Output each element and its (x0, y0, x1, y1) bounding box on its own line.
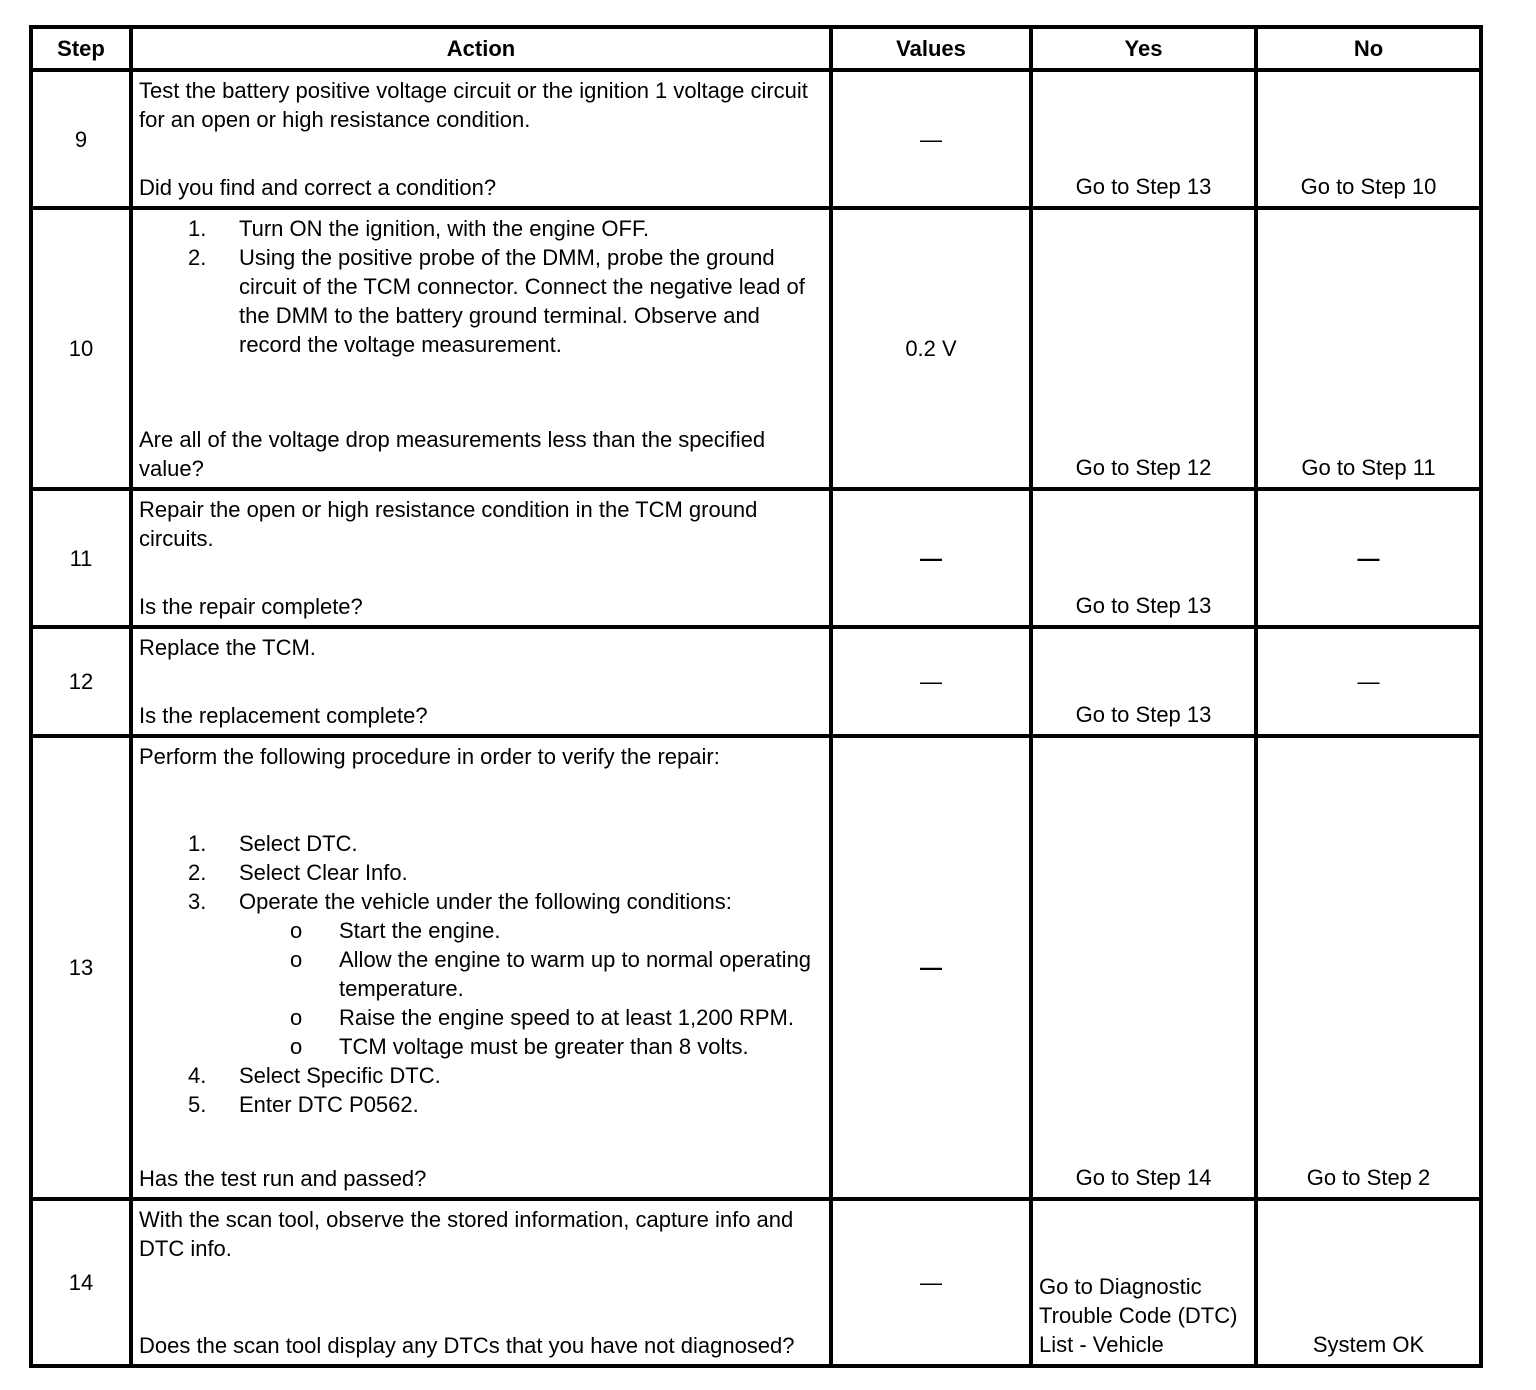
table-row (31, 489, 1481, 627)
value-cell: 0.2 V (831, 208, 1031, 489)
yes-cell: Go to Step 14 (1031, 736, 1256, 1199)
action-cell (131, 208, 831, 489)
step-number: 11 (31, 489, 131, 627)
value-cell: — (831, 489, 1031, 627)
header-values: Values (831, 27, 1031, 70)
table-row (31, 627, 1481, 736)
value-cell: — (831, 70, 1031, 208)
list-item: 1. Turn ON the ignition, with the engine OFF. (188, 216, 650, 241)
table-row (31, 1199, 1481, 1366)
list-item: o Raise the engine speed to at least 1,200 RPM. (290, 1005, 794, 1030)
action-cell (131, 627, 831, 736)
step-number: 9 (31, 70, 131, 208)
list-item: 1. Select DTC. (188, 831, 358, 856)
header-row (31, 27, 1481, 70)
yes-cell: Go to Step 13 (1031, 627, 1256, 736)
yes-cell: Go to Diagnostic Trouble Code (DTC) List - Vehicle (1031, 1199, 1256, 1366)
question-text: Are all of the voltage drop measurements less than the specified value? (139, 427, 766, 481)
table-row (31, 208, 1481, 489)
action-cell (131, 736, 831, 1199)
action-text: Repair the open or high resistance condition in the TCM ground circuits. (139, 497, 758, 551)
no-cell: Go to Step 2 (1256, 736, 1481, 1199)
question-text: Has the test run and passed? (139, 1166, 427, 1191)
question-text: Does the scan tool display any DTCs that you have not diagnosed? (139, 1333, 795, 1358)
numbered-steps (139, 829, 823, 1119)
action-cell (131, 70, 831, 208)
list-item: 2. Using the positive probe of the DMM, probe the ground circuit of the TCM connector. Connect the negative lead of the DMM to the battery ground terminal. Observe and record the voltage measurement. (188, 245, 805, 357)
step-number: 13 (31, 736, 131, 1199)
action-cell (131, 1199, 831, 1366)
no-cell: Go to Step 11 (1256, 208, 1481, 489)
list-item: o Start the engine. (290, 918, 501, 943)
no-cell: Go to Step 10 (1256, 70, 1481, 208)
sub-steps (239, 916, 823, 1061)
no-cell: System OK (1256, 1199, 1481, 1366)
question-text: Is the replacement complete? (139, 703, 428, 728)
step-number: 14 (31, 1199, 131, 1366)
table-row (31, 736, 1481, 1199)
list-item: o TCM voltage must be greater than 8 volts. (290, 1034, 749, 1059)
question-text: Did you find and correct a condition? (139, 175, 497, 200)
action-text: Perform the following procedure in order to verify the repair: (139, 744, 720, 769)
header-no: No (1256, 27, 1481, 70)
header-action: Action (131, 27, 831, 70)
no-cell: — (1256, 489, 1481, 627)
numbered-steps (139, 214, 823, 359)
list-item: 2. Select Clear Info. (188, 860, 408, 885)
value-cell: — (831, 1199, 1031, 1366)
diagnostic-table (29, 25, 1483, 1368)
step-number: 12 (31, 627, 131, 736)
question-text: Is the repair complete? (139, 594, 363, 619)
list-item: 3. Operate the vehicle under the following conditions: o Start the engine. o Allow the engine to warm up to normal operating temperature. o Raise the engine speed to at least 1,200 RPM. o TCM voltage must be greater than 8 volts. (139, 887, 823, 1061)
action-text: With the scan tool, observe the stored information, capture info and DTC info. (139, 1207, 794, 1261)
no-cell: — (1256, 627, 1481, 736)
yes-cell: Go to Step 13 (1031, 489, 1256, 627)
value-cell: — (831, 627, 1031, 736)
table-row (31, 70, 1481, 208)
step-number: 10 (31, 208, 131, 489)
header-step: Step (31, 27, 131, 70)
value-cell: — (831, 736, 1031, 1199)
yes-cell: Go to Step 12 (1031, 208, 1256, 489)
action-cell (131, 489, 831, 627)
list-item: o Allow the engine to warm up to normal operating temperature. (290, 947, 812, 1001)
action-text: Test the battery positive voltage circuit or the ignition 1 voltage circuit for an open or high resistance condition. (139, 78, 808, 132)
header-yes: Yes (1031, 27, 1256, 70)
action-text: Replace the TCM. (139, 635, 316, 660)
yes-cell: Go to Step 13 (1031, 70, 1256, 208)
list-item: 5. Enter DTC P0562. (188, 1092, 419, 1117)
list-item: 4. Select Specific DTC. (188, 1063, 441, 1088)
